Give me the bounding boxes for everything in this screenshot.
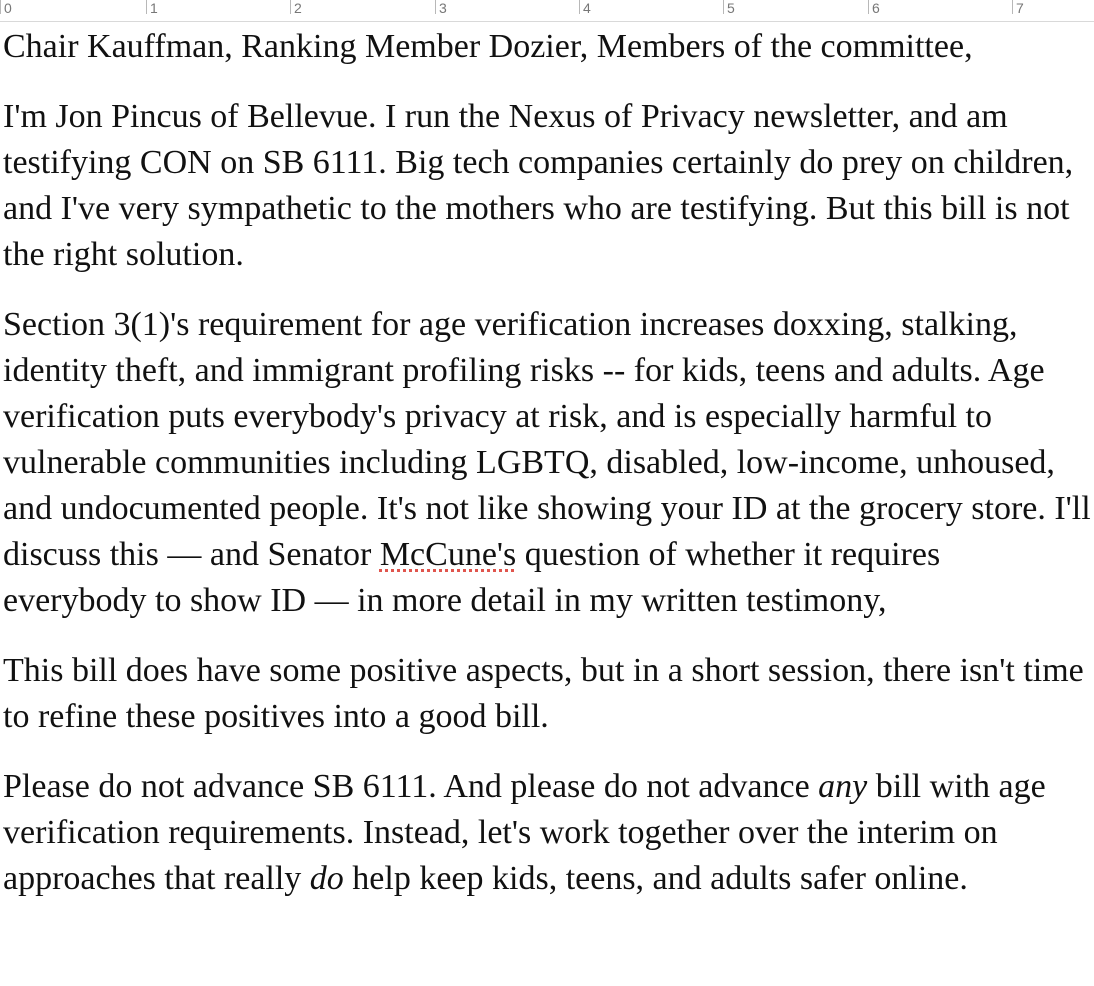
ruler-tick-0: 0 (0, 0, 12, 14)
closing-paragraph[interactable] (3, 764, 1091, 902)
emphasis-any: any (818, 768, 868, 805)
ruler-tick-6: 6 (868, 0, 880, 14)
positive-aspects-paragraph[interactable]: This bill does have some positive aspects, but in a short session, there isn't time to refine these positives into a good bill. (3, 652, 1084, 735)
age-verification-text: Section 3(1)'s requirement for age verification increases doxxing, stalking, identity theft, and immigrant profiling risks -- for kids, teens and adults. Age verification puts everybody's privacy at risk, and is especially harmful to vulnerable communities including LGBTQ, disabled, low-income, unhoused, and undocumented people. It's not like showing your ID at the grocery store. I'll discuss this — and Senator (3, 306, 1091, 573)
ruler (0, 0, 1094, 22)
salutation-paragraph[interactable]: Chair Kauffman, Ranking Member Dozier, Members of the committee, (3, 28, 973, 65)
document-body[interactable] (3, 24, 1091, 926)
ruler-tick-1: 1 (146, 0, 158, 14)
closing-text-middle: bill with age verification requirements. Instead, let's work together over the interim on approaches that really (3, 768, 1046, 897)
closing-text-start: Please do not advance SB 6111. And please do not advance (3, 768, 819, 805)
intro-paragraph[interactable]: I'm Jon Pincus of Bellevue. I run the Nexus of Privacy newsletter, and am testifying CON on SB 6111. Big tech companies certainly do prey on children, and I've very sympathetic to the mothers who are testifying. But this bill is not the right solution. (3, 98, 1074, 273)
age-verification-paragraph[interactable] (3, 302, 1091, 624)
age-verification-text-end: question of whether it requires everybody to show ID — in more detail in my written testimony, (3, 536, 941, 619)
closing-text-end: help keep kids, teens, and adults safer online. (343, 860, 968, 897)
ruler-tick-5: 5 (723, 0, 735, 14)
ruler-tick-4: 4 (579, 0, 591, 14)
ruler-tick-7: 7 (1012, 0, 1024, 14)
emphasis-do: do (309, 860, 344, 897)
ruler-tick-2: 2 (290, 0, 302, 14)
misspelled-word[interactable]: McCune's (379, 536, 517, 573)
ruler-tick-3: 3 (435, 0, 447, 14)
